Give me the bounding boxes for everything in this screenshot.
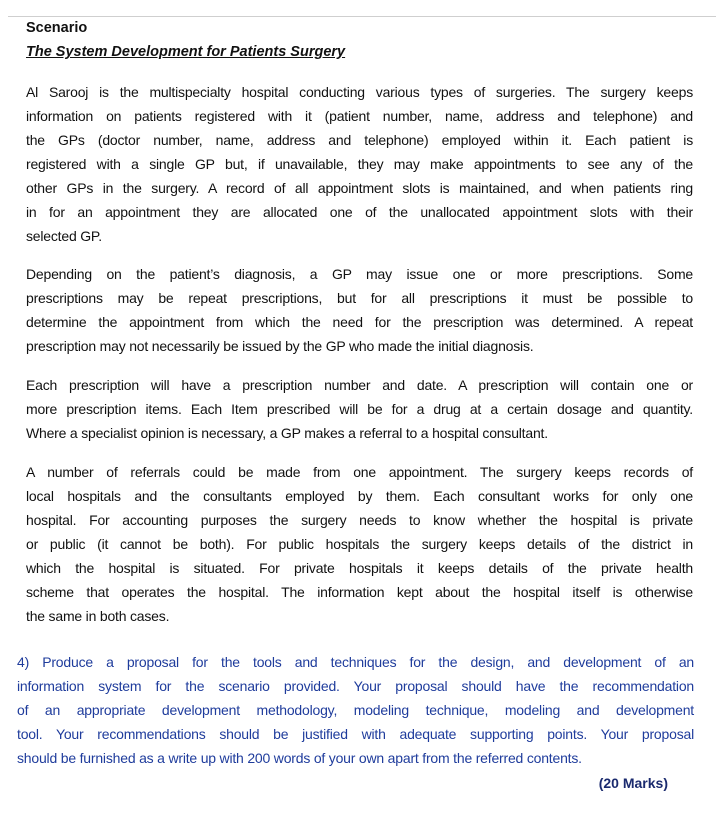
scenario-paragraph xyxy=(26,464,693,632)
text-line: which the hospital is situated. For private hospitals it keeps details of the private health xyxy=(26,560,693,576)
text-line: tool. Your recommendations should be justified with adequate supporting points. Your proposal xyxy=(17,726,694,742)
section-heading: Scenario xyxy=(26,20,88,36)
scenario-title: The System Development for Patients Surgery xyxy=(26,44,346,60)
text-line: local hospitals and the consultants employed by them. Each consultant works for only one xyxy=(26,488,693,504)
text-line: selected GP. xyxy=(26,228,102,244)
text-line: 4) Produce a proposal for the tools and techniques for the design, and development of an xyxy=(17,654,694,670)
text-line: the GPs (doctor number, name, address and telephone) employed within it. Each patient is xyxy=(26,132,693,148)
question-paragraph xyxy=(17,654,694,774)
text-line: information on patients registered with it (patient number, name, address and telephone) and xyxy=(26,108,693,124)
top-divider xyxy=(8,16,716,17)
text-line: Where a specialist opinion is necessary, a GP makes a referral to a hospital consultant. xyxy=(26,425,548,441)
text-line: or public (it cannot be both). For public hospitals the surgery keeps details of the district in xyxy=(26,536,693,552)
text-line: registered with a single GP but, if unavailable, they may make appointments to see any of the xyxy=(26,156,693,172)
text-line: determine the appointment from which the need for the prescription was determined. A repeat xyxy=(26,314,693,330)
text-line: the same in both cases. xyxy=(26,608,170,624)
text-line: hospital. For accounting purposes the surgery needs to know whether the hospital is private xyxy=(26,512,693,528)
text-line: information system for the scenario provided. Your proposal should have the recommendation xyxy=(17,678,694,694)
scenario-paragraph xyxy=(26,84,693,252)
text-line: prescriptions may be repeat prescriptions, but for all prescriptions it must be possible to xyxy=(26,290,693,306)
text-line: A number of referrals could be made from one appointment. The surgery keeps records of xyxy=(26,464,693,480)
scenario-paragraph xyxy=(26,377,693,449)
text-line: of an appropriate development methodology, modeling technique, modeling and development xyxy=(17,702,694,718)
text-line: Depending on the patient’s diagnosis, a GP may issue one or more prescriptions. Some xyxy=(26,266,693,282)
text-line: in for an appointment they are allocated one of the unallocated appointment slots with their xyxy=(26,204,693,220)
text-line: more prescription items. Each Item prescribed will be for a drug at a certain dosage and quantity. xyxy=(26,401,693,417)
scenario-paragraph xyxy=(26,266,693,362)
marks-label: (20 Marks) xyxy=(598,775,668,791)
text-line: Al Sarooj is the multispecialty hospital conducting various types of surgeries. The surgery keeps xyxy=(26,84,693,100)
text-line: scheme that operates the hospital. The information kept about the hospital itself is otherwise xyxy=(26,584,693,600)
text-line: other GPs in the surgery. A record of all appointment slots is maintained, and when patients ring xyxy=(26,180,693,196)
text-line: should be furnished as a write up with 200 words of your own apart from the referred contents. xyxy=(17,750,582,766)
text-line: prescription may not necessarily be issued by the GP who made the initial diagnosis. xyxy=(26,338,534,354)
text-line: Each prescription will have a prescription number and date. A prescription will contain one or xyxy=(26,377,693,393)
